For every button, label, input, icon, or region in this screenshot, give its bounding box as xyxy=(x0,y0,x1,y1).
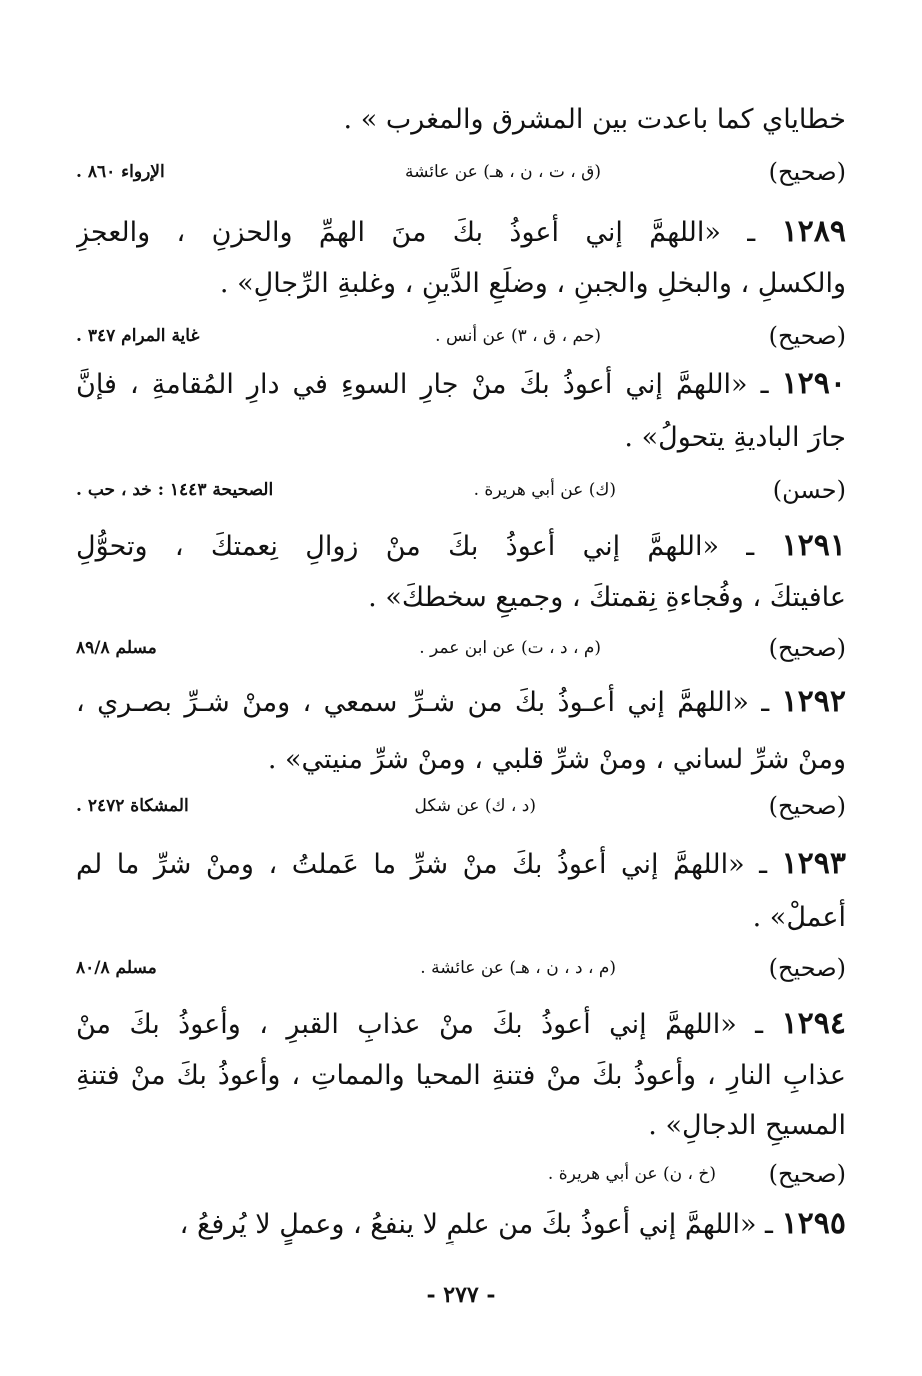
source-citation: (د ، ك) عن شكل xyxy=(414,796,536,816)
hadith-text: «اللهمَّ إني أعوذُ بكَ منَ الهمِّ والحزنِ ، والعجزِ xyxy=(76,217,721,248)
grade-label: (صحيح) xyxy=(768,954,846,982)
hadith-text: «اللهمَّ إني أعوذُ بكَ منْ عذابِ القبرِ ، وأعوذُ بكَ منْ xyxy=(76,1009,737,1040)
hadith-text: «اللهمَّ إني أعوذُ بكَ منْ جارِ السوءِ في دارِ المُقامةِ ، فإنَّ xyxy=(76,369,748,400)
hadith-line: خطاياي كما باعدت بين المشرق والمغرب » . xyxy=(343,104,846,135)
source-citation: (ك) عن أبي هريرة . xyxy=(473,480,616,500)
hadith-text: «اللهمَّ إني أعـوذُ بكَ من شـرِّ سمعي ، ومنْ شـرِّ بصـري ، xyxy=(76,687,749,718)
hadith-line: أعملْ» . xyxy=(752,902,846,933)
reference-row xyxy=(76,152,846,192)
reference-row xyxy=(76,1154,846,1194)
cross-reference: مسلم ٨٩/٨ xyxy=(76,638,157,658)
hadith-first-line: ١٢٩٣ ـ «اللهمَّ إني أعوذُ بكَ منْ شرِّ ما عَملتُ ، ومنْ شرِّ ما لم xyxy=(76,846,846,881)
grade-label: (صحيح) xyxy=(768,1160,846,1188)
hadith-number: ١٢٩١ xyxy=(781,528,846,563)
hadith-number: ١٢٩٥ xyxy=(781,1206,846,1241)
hadith-first-line: ١٢٩٢ ـ «اللهمَّ إني أعـوذُ بكَ من شـرِّ سمعي ، ومنْ شـرِّ بصـري ، xyxy=(76,684,846,719)
reference-row xyxy=(76,786,846,826)
reference-row xyxy=(76,628,846,668)
hadith-line: والكسلِ ، والبخلِ والجبنِ ، وضلَعِ الدَّينِ ، وغلبةِ الرِّجالِ» . xyxy=(219,268,846,299)
reference-row xyxy=(76,470,846,510)
hadith-text: «اللهمَّ إني أعوذُ بكَ من علمٍ لا ينفعُ ، وعملٍ لا يُرفعُ ، xyxy=(179,1209,757,1240)
hadith-line: المسيحِ الدجالِ» . xyxy=(648,1110,846,1141)
hadith-first-line: ١٢٩١ ـ «اللهمَّ إني أعوذُ بكَ منْ زوالِ نِعمتكَ ، وتحوُّلِ xyxy=(76,528,846,563)
source-citation: (م ، د ، ت) عن ابن عمر . xyxy=(419,638,601,658)
source-citation: (م ، د ، ن ، هـ) عن عائشة . xyxy=(420,958,616,978)
hadith-text: «اللهمَّ إني أعوذُ بكَ منْ شرِّ ما عَملتُ ، ومنْ شرِّ ما لم xyxy=(76,849,745,880)
grade-label: (صحيح) xyxy=(768,792,846,820)
hadith-line: عذابِ النارِ ، وأعوذُ بكَ منْ فتنةِ المحيا والمماتِ ، وأعوذُ بكَ منْ فتنةِ xyxy=(76,1060,846,1091)
grade-label: (صحيح) xyxy=(768,634,846,662)
hadith-first-line: ١٢٩٥ ـ «اللهمَّ إني أعوذُ بكَ من علمٍ لا ينفعُ ، وعملٍ لا يُرفعُ ، xyxy=(179,1206,846,1241)
hadith-first-line: ١٢٩٤ ـ «اللهمَّ إني أعوذُ بكَ منْ عذابِ القبرِ ، وأعوذُ بكَ منْ xyxy=(76,1006,846,1041)
reference-row xyxy=(76,316,846,356)
source-citation: (خ ، ن) عن أبي هريرة . xyxy=(547,1164,716,1184)
cross-reference: مسلم ٨٠/٨ xyxy=(76,958,157,978)
hadith-number: ١٢٩٤ xyxy=(781,1006,846,1041)
hadith-line: عافيتكَ ، وفُجاءةِ نِقمتكَ ، وجميعِ سخطكَ» . xyxy=(368,582,846,613)
cross-reference: الصحيحة ١٤٤٣ : خد ، حب . xyxy=(76,480,274,500)
cross-reference: الإرواء ٨٦٠ . xyxy=(76,162,165,182)
page-number: - ٢٧٧ - xyxy=(426,1282,496,1308)
source-citation: (حم ، ق ، ٣) عن أنس . xyxy=(435,326,601,346)
hadith-line: ومنْ شرِّ لساني ، ومنْ شرِّ قلبي ، ومنْ شرِّ منيتي» . xyxy=(267,744,846,775)
grade-label: (صحيح) xyxy=(768,322,846,350)
grade-label: (صحيح) xyxy=(768,158,846,186)
cross-reference: المشكاة ٢٤٧٢ . xyxy=(76,796,189,816)
grade-label: (حسن) xyxy=(772,476,846,504)
hadith-number: ١٢٨٩ xyxy=(781,214,846,249)
reference-row xyxy=(76,948,846,988)
hadith-number: ١٢٩٣ xyxy=(781,846,846,881)
hadith-number: ١٢٩٢ xyxy=(781,684,846,719)
hadith-first-line: ١٢٨٩ ـ «اللهمَّ إني أعوذُ بكَ منَ الهمِّ والحزنِ ، والعجزِ xyxy=(76,214,846,249)
hadith-first-line: ١٢٩٠ ـ «اللهمَّ إني أعوذُ بكَ منْ جارِ السوءِ في دارِ المُقامةِ ، فإنَّ xyxy=(76,366,846,401)
source-citation: (ق ، ت ، ن ، هـ) عن عائشة xyxy=(405,162,601,182)
cross-reference: غاية المرام ٣٤٧ . xyxy=(76,326,200,346)
hadith-number: ١٢٩٠ xyxy=(781,366,846,401)
hadith-text: «اللهمَّ إني أعوذُ بكَ منْ زوالِ نِعمتكَ ، وتحوُّلِ xyxy=(76,531,719,562)
hadith-line: جارَ الباديةِ يتحولُ» . xyxy=(624,422,846,453)
